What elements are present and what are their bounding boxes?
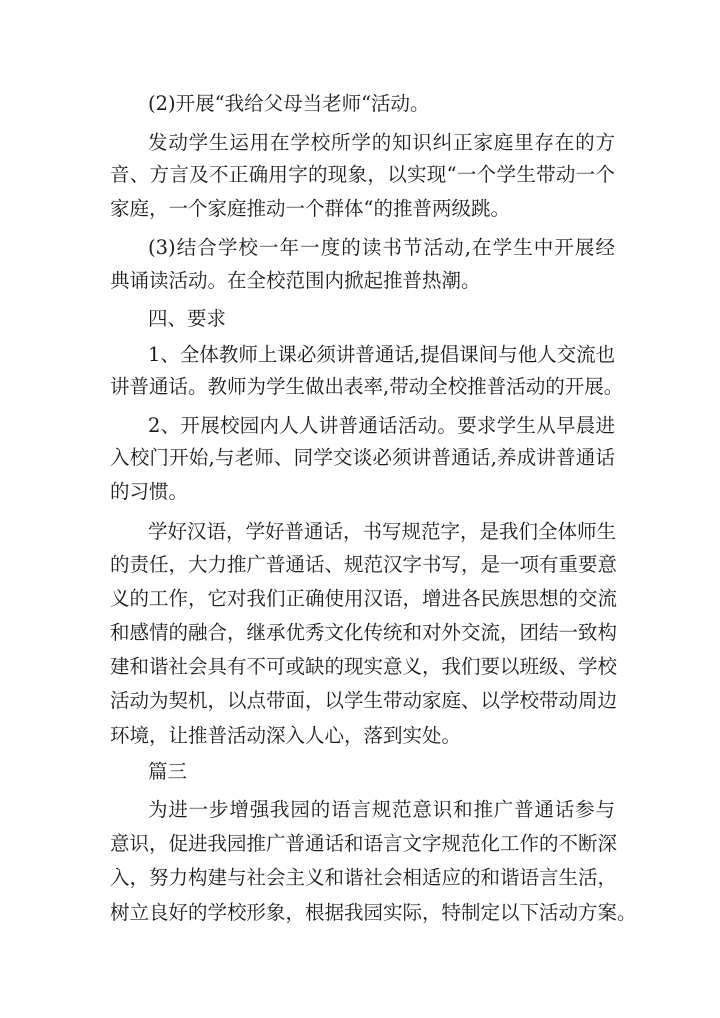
paragraph-line: 建和谐社会具有不可或缺的现实意义，我们要以班级、学校 <box>110 655 618 678</box>
paragraph-line: 活动为契机，以点带面，以学生带动家庭、以学校带动周边 <box>110 689 618 712</box>
paragraph-line: 意识，促进我园推广普通话和语言文字规范化工作的不断深 <box>110 832 618 855</box>
paragraph-line: 环境，让推普活动深入人心，落到实处。 <box>110 724 462 747</box>
paragraph-line: 音、方言及不正确用字的现象，以实现“一个学生带动一个 <box>110 163 615 186</box>
paragraph-line: 树立良好的学校形象，根据我园实际，特制定以下活动方案。 <box>110 901 637 924</box>
paragraph-line: (3)结合学校一年一度的读书节活动,在学生中开展经 <box>148 236 615 259</box>
paragraph-line: 和感情的融合，继承优秀文化传统和对外交流，团结一致构 <box>110 621 618 644</box>
paragraph-line: 入，努力构建与社会主义和谐社会相适应的和谐语言生活， <box>110 866 618 889</box>
paragraph-line: 的责任，大力推广普通话、规范汉字书写，是一项有重要意 <box>110 553 618 576</box>
section-heading: 四、要求 <box>148 307 227 330</box>
paragraph-line: 发动学生运用在学校所学的知识纠正家庭里存在的方 <box>148 131 615 154</box>
paragraph-line: 1、全体教师上课必须讲普通话,提倡课间与他人交流也 <box>148 343 616 366</box>
paragraph-line: 2、开展校园内人人讲普通话活动。要求学生从早晨进 <box>148 414 615 437</box>
paragraph-line: 为进一步增强我园的语言规范意识和推广普通话参与 <box>148 798 615 821</box>
paragraph-line: 讲普通话。教师为学生做出表率,带动全校推普活动的开展。 <box>110 375 624 398</box>
paragraph-line: 的习惯。 <box>110 480 189 503</box>
paragraph-line: 家庭，一个家庭推动一个群体“的推普两级跳。 <box>110 197 510 220</box>
paragraph-line: (2)开展“我给父母当老师“活动。 <box>148 92 430 115</box>
section-heading: 篇三 <box>148 760 188 783</box>
paragraph-line: 学好汉语，学好普通话，书写规范字，是我们全体师生 <box>148 520 617 543</box>
paragraph-line: 典诵读活动。在全校范围内掀起推普热潮。 <box>110 269 481 292</box>
paragraph-line: 义的工作，它对我们正确使用汉语，增进各民族思想的交流 <box>110 587 618 610</box>
paragraph-line: 入校门开始,与老师、同学交谈必须讲普通话,养成讲普通话 <box>110 446 615 469</box>
